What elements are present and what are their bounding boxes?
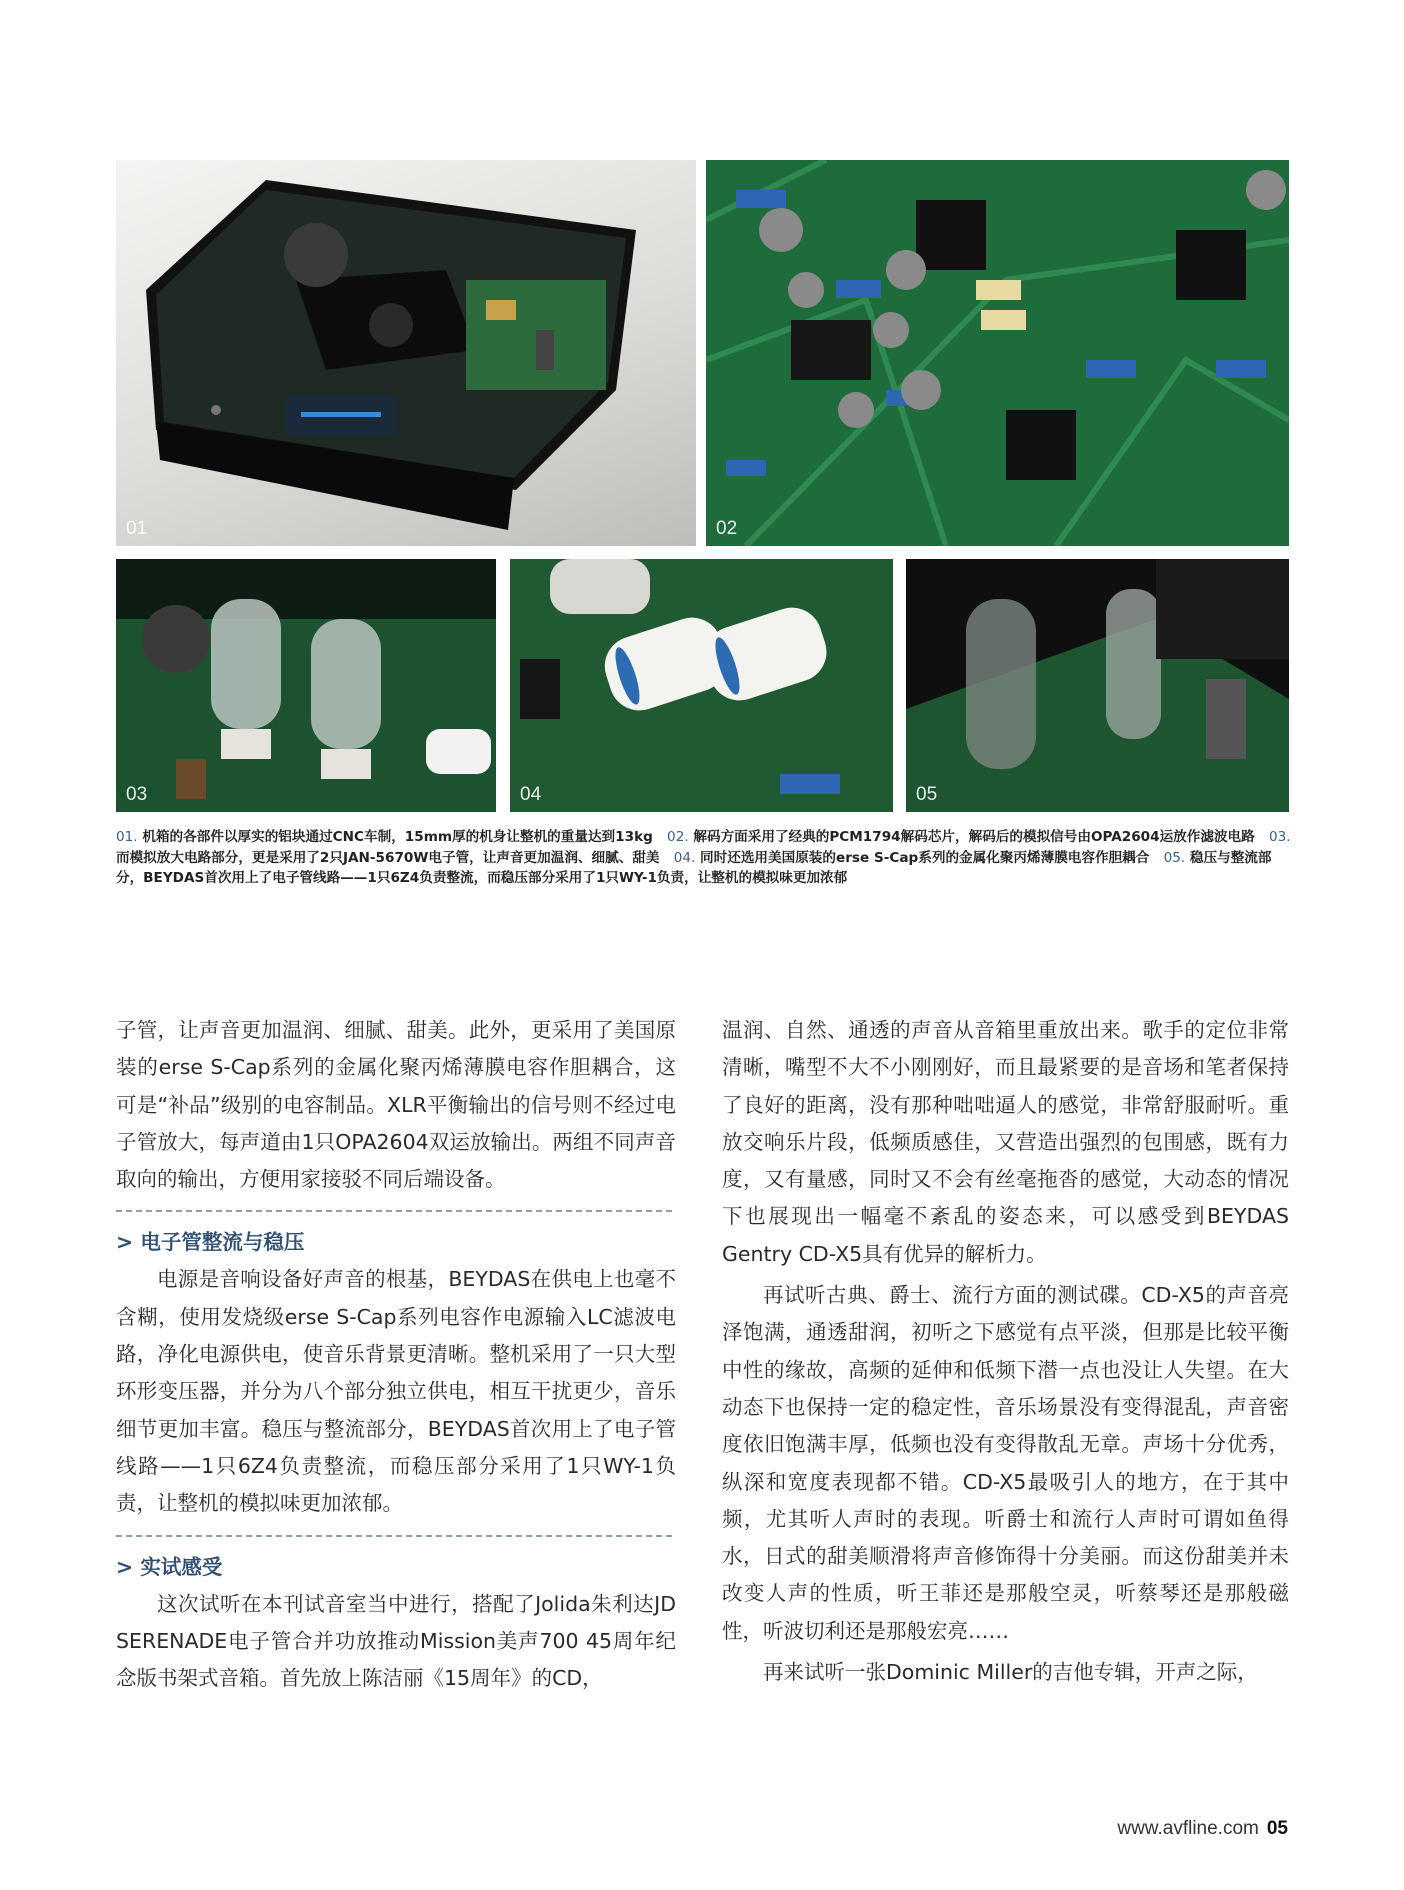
photo-number: 01: [126, 518, 148, 539]
page-number: 05: [1266, 1818, 1288, 1839]
left-column: [116, 1012, 676, 1697]
caption-text: 同时还选用美国原装的erse S-Cap系列的金属化聚丙烯薄膜电容作胆耦合: [700, 849, 1150, 866]
body-paragraph: 这次试听在本刊试音室当中进行，搭配了Jolida朱利达JD SERENADE电子管合并功放推动Mission美声700 45周年纪念版书架式音箱。首先放上陈洁丽《15周年》的CD，: [116, 1591, 676, 1691]
section-heading: > 实试感受: [116, 1554, 223, 1579]
caption-text: 机箱的各部件以厚实的铝块通过CNC车制，15mm厚的机身让整机的重量达到13kg: [142, 829, 653, 845]
photo-number: 03: [126, 784, 148, 805]
photo-number: 02: [716, 518, 738, 539]
capacitors-illustration: [510, 559, 893, 812]
caption-text: 稳压与整流部分，BEYDAS首次用上了电子管线路——1只6Z4负责整流，而稳压部分采用了1只WY-1负责，让整机的模拟味更加浓郁: [116, 849, 1272, 886]
photo-03-tubes: [116, 559, 496, 812]
section-divider: [116, 1210, 672, 1212]
website-link[interactable]: www.avfline.com: [1117, 1818, 1259, 1839]
rectifier-illustration: [906, 559, 1289, 812]
caption-number: 03.: [1268, 829, 1291, 845]
section-heading: > 电子管整流与稳压: [116, 1230, 305, 1255]
body-paragraph: 再来试听一张Dominic Miller的吉他专辑，开声之际，: [763, 1660, 1258, 1685]
pcb-illustration: [706, 160, 1289, 546]
caption-text: 而模拟放大电路部分，更是采用了2只JAN-5670W电子管，让声音更加温润、细腻、甜美: [116, 849, 660, 866]
photo-01-chassis: [116, 160, 696, 546]
body-paragraph: 温润、自然、通透的声音从音箱里重放出来。歌手的定位非常清晰，嘴型不大不小刚刚好，而且最紧要的是音场和笔者保持了良好的距离，没有那种咄咄逼人的感觉，非常舒服耐听。重放交响乐片段，低频质感佳，又营造出强烈的包围感，既有力度，又有量感，同时又不会有丝毫拖沓的感觉，大动态的情况下也展现出一幅毫不紊乱的姿态来，可以感受到BEYDAS Gentry CD-X5具有优异的解析力。: [722, 1018, 1289, 1266]
photo-captions: [116, 827, 1291, 889]
caption-number: 04.: [673, 849, 696, 866]
chassis-illustration: [116, 160, 696, 546]
page-footer: [1117, 1818, 1288, 1840]
body-paragraph: 电源是音响设备好声音的根基，BEYDAS在供电上也毫不含糊，使用发烧级erse S-Cap系列电容作电源输入LC滤波电路，净化电源供电，使音乐背景更清晰。整机采用了一只大型环形变压器，并分为八个部分独立供电，相互干扰更少，音乐细节更加丰富。稳压与整流部分，BEYDAS首次用上了电子管线路——1只6Z4负责整流，而稳压部分采用了1只WY-1负责，让整机的模拟味更加浓郁。: [116, 1267, 676, 1516]
right-column: [722, 1012, 1289, 1691]
photo-number: 04: [520, 784, 542, 805]
body-paragraph: 子管，让声音更加温润、细腻、甜美。此外，更采用了美国原装的erse S-Cap系列的金属化聚丙烯薄膜电容作胆耦合，这可是“补品”级别的电容制品。XLR平衡输出的信号则不经过电子管放大，每声道由1只OPA2604双运放输出。两组不同声音取向的输出，方便用家接驳不同后端设备。: [116, 1018, 676, 1192]
photo-04-capacitors: [510, 559, 893, 812]
caption-number: 05.: [1163, 849, 1186, 866]
photo-number: 05: [916, 784, 938, 805]
tubes-illustration: [116, 559, 496, 812]
body-paragraph: 再试听古典、爵士、流行方面的测试碟。CD-X5的声音亮泽饱满，通透甜润，初听之下感觉有点平淡，但那是比较平衡中性的缘故，高频的延伸和低频下潜一点也没让人失望。在大动态下也保持一定的稳定性，音乐场景没有变得混乱，声音密度依旧饱满丰厚，低频也没有变得散乱无章。声场十分优秀，纵深和宽度表现都不错。CD-X5最吸引人的地方，在于其中频，尤其听人声时的表现。听爵士和流行人声时可谓如鱼得水，日式的甜美顺滑将声音修饰得十分美丽。而这份甜美并未改变人声的性质，听王菲还是那般空灵，听蔡琴还是那般磁性，听波切利还是那般宏亮……: [722, 1283, 1289, 1643]
caption-number: 02.: [667, 829, 689, 845]
photo-02-pcb: [706, 160, 1289, 546]
section-divider: [116, 1535, 672, 1537]
caption-text: 解码方面采用了经典的PCM1794解码芯片，解码后的模拟信号由OPA2604运放作滤波电路: [693, 829, 1255, 845]
caption-number: 01.: [116, 829, 138, 845]
photo-05-rectifier: [906, 559, 1289, 812]
